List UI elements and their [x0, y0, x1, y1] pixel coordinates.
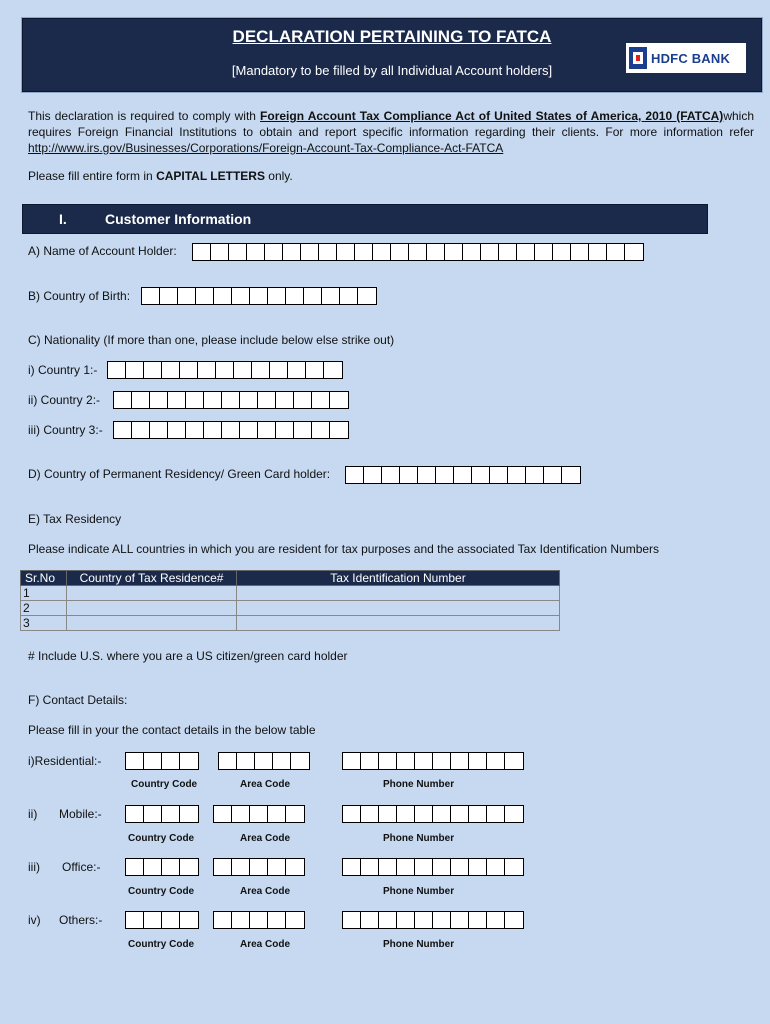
char-box[interactable]: [379, 806, 397, 822]
office-phone-number[interactable]: [342, 858, 524, 876]
section-header-customer-info: [22, 204, 708, 234]
country-2-label: ii) Country 2:-: [28, 393, 101, 407]
country-cell[interactable]: [67, 586, 237, 601]
residential-label: i)Residential:-: [28, 754, 102, 768]
char-box[interactable]: [214, 859, 232, 875]
char-box[interactable]: [180, 362, 198, 378]
char-box[interactable]: [283, 244, 301, 260]
area-code-caption: Area Code: [240, 833, 291, 844]
char-box[interactable]: [237, 753, 255, 769]
char-box[interactable]: [291, 753, 309, 769]
char-box[interactable]: [526, 467, 544, 483]
char-box[interactable]: [343, 912, 361, 928]
char-box[interactable]: [589, 244, 607, 260]
residency-label: D) Country of Permanent Residency/ Green Card holder:: [28, 467, 331, 481]
char-box[interactable]: [144, 753, 162, 769]
char-box[interactable]: [204, 392, 222, 408]
country-code-caption: Country Code: [131, 779, 198, 790]
char-box[interactable]: [232, 288, 250, 304]
country-code-caption: Country Code: [128, 886, 195, 897]
char-box[interactable]: [301, 244, 319, 260]
char-box[interactable]: [132, 392, 150, 408]
bank-logo-text: HDFC BANK: [651, 50, 731, 66]
char-box[interactable]: [232, 806, 250, 822]
row-number: 2: [21, 601, 67, 616]
row-number: 1: [21, 586, 67, 601]
char-box[interactable]: [330, 392, 348, 408]
char-box[interactable]: [265, 244, 283, 260]
section-number: I.: [59, 211, 67, 227]
intro-paragraph: [28, 108, 754, 156]
bank-logo: [626, 43, 746, 73]
char-box[interactable]: [451, 753, 469, 769]
char-box[interactable]: [232, 859, 250, 875]
section-title: Customer Information: [105, 211, 252, 227]
char-box[interactable]: [252, 362, 270, 378]
others-label: Others:-: [59, 913, 103, 927]
country-3-label: iii) Country 3:-: [28, 423, 103, 437]
char-box[interactable]: [178, 288, 196, 304]
char-box[interactable]: [337, 244, 355, 260]
area-code-caption: Area Code: [240, 939, 291, 950]
char-box[interactable]: [162, 806, 180, 822]
char-box[interactable]: [250, 288, 268, 304]
form-title: DECLARATION PERTAINING TO FATCA: [232, 27, 552, 46]
table-row: [21, 586, 560, 601]
char-box[interactable]: [445, 244, 463, 260]
char-box[interactable]: [505, 912, 523, 928]
country-code-caption: Country Code: [128, 833, 195, 844]
char-box[interactable]: [219, 753, 237, 769]
char-box[interactable]: [180, 753, 198, 769]
char-box[interactable]: [286, 912, 304, 928]
country-2-field[interactable]: [113, 391, 349, 409]
char-box[interactable]: [268, 912, 286, 928]
note-text-b: CAPITAL LETTERS: [156, 169, 265, 183]
tin-cell[interactable]: [237, 586, 560, 601]
office-index: iii): [28, 860, 40, 874]
tax-residency-note: Please indicate ALL countries in which you are resident for tax purposes and the associated Tax Identification Numbers: [28, 542, 660, 556]
col-header-tin: Tax Identification Number: [237, 571, 560, 586]
mobile-area-code[interactable]: [213, 805, 305, 823]
char-box[interactable]: [391, 244, 409, 260]
tax-residency-label: E) Tax Residency: [28, 512, 122, 526]
char-box[interactable]: [186, 392, 204, 408]
char-box[interactable]: [306, 362, 324, 378]
phone-number-caption: Phone Number: [383, 779, 455, 790]
capital-letters-note: [28, 168, 754, 184]
char-box[interactable]: [204, 422, 222, 438]
char-box[interactable]: [294, 422, 312, 438]
char-box[interactable]: [276, 392, 294, 408]
char-box[interactable]: [114, 422, 132, 438]
birth-country-field[interactable]: [141, 287, 377, 305]
residency-field[interactable]: [345, 466, 581, 484]
table-row: [21, 601, 560, 616]
char-box[interactable]: [361, 753, 379, 769]
char-box[interactable]: [499, 244, 517, 260]
char-box[interactable]: [625, 244, 643, 260]
char-box[interactable]: [273, 753, 291, 769]
char-box[interactable]: [162, 859, 180, 875]
phone-number-caption: Phone Number: [383, 939, 455, 950]
char-box[interactable]: [312, 422, 330, 438]
char-box[interactable]: [355, 244, 373, 260]
char-box[interactable]: [415, 753, 433, 769]
fatca-act-name: Foreign Account Tax Compliance Act of United States of America, 2010 (FATCA): [260, 109, 724, 123]
char-box[interactable]: [397, 912, 415, 928]
char-box[interactable]: [150, 422, 168, 438]
char-box[interactable]: [343, 753, 361, 769]
nationality-label: C) Nationality (If more than one, please include below else strike out): [28, 333, 395, 347]
intro-text-b: which requires Foreign Financial Institutions to obtain and report specific information regarding their clients. For more information refer: [28, 109, 754, 139]
char-box[interactable]: [487, 912, 505, 928]
char-box[interactable]: [379, 859, 397, 875]
char-box[interactable]: [607, 244, 625, 260]
others-index: iv): [28, 913, 41, 927]
residential-country-code[interactable]: [125, 752, 199, 770]
char-box[interactable]: [400, 467, 418, 483]
contact-details-label: F) Contact Details:: [28, 693, 128, 707]
country-1-field[interactable]: [107, 361, 343, 379]
char-box[interactable]: [276, 422, 294, 438]
char-box[interactable]: [490, 467, 508, 483]
char-box[interactable]: [505, 859, 523, 875]
mobile-country-code[interactable]: [125, 805, 199, 823]
char-box[interactable]: [508, 467, 526, 483]
char-box[interactable]: [250, 859, 268, 875]
char-box[interactable]: [487, 806, 505, 822]
char-box[interactable]: [481, 244, 499, 260]
char-box[interactable]: [340, 288, 358, 304]
tin-cell[interactable]: [237, 601, 560, 616]
char-box[interactable]: [463, 244, 481, 260]
char-box[interactable]: [162, 362, 180, 378]
char-box[interactable]: [346, 467, 364, 483]
birth-country-label: B) Country of Birth:: [28, 289, 131, 303]
table-row: [21, 616, 560, 631]
char-box[interactable]: [162, 912, 180, 928]
char-box[interactable]: [322, 288, 340, 304]
office-country-code[interactable]: [125, 858, 199, 876]
char-box[interactable]: [286, 806, 304, 822]
char-box[interactable]: [487, 753, 505, 769]
char-box[interactable]: [487, 859, 505, 875]
char-box[interactable]: [415, 806, 433, 822]
col-header-country: Country of Tax Residence#: [67, 571, 237, 586]
char-box[interactable]: [433, 806, 451, 822]
char-box[interactable]: [451, 806, 469, 822]
residential-area-code[interactable]: [218, 752, 310, 770]
others-phone-number[interactable]: [342, 911, 524, 929]
char-box[interactable]: [270, 362, 288, 378]
char-box[interactable]: [469, 806, 487, 822]
char-box[interactable]: [343, 859, 361, 875]
char-box[interactable]: [162, 753, 180, 769]
mobile-index: ii): [28, 807, 38, 821]
char-box[interactable]: [126, 362, 144, 378]
char-box[interactable]: [505, 753, 523, 769]
char-box[interactable]: [397, 753, 415, 769]
tax-residency-table: [20, 570, 560, 631]
intro-text-a: This declaration is required to comply with: [28, 109, 261, 123]
char-box[interactable]: [505, 806, 523, 822]
char-box[interactable]: [108, 362, 126, 378]
mobile-label: Mobile:-: [59, 807, 102, 821]
char-box[interactable]: [571, 244, 589, 260]
char-box[interactable]: [126, 859, 144, 875]
char-box[interactable]: [472, 467, 490, 483]
note-text-a: Please fill entire form in: [28, 169, 157, 183]
country-code-caption: Country Code: [128, 939, 195, 950]
char-box[interactable]: [535, 244, 553, 260]
char-box[interactable]: [433, 912, 451, 928]
char-box[interactable]: [180, 912, 198, 928]
char-box[interactable]: [562, 467, 580, 483]
char-box[interactable]: [142, 288, 160, 304]
char-box[interactable]: [186, 422, 204, 438]
char-box[interactable]: [229, 244, 247, 260]
char-box[interactable]: [454, 467, 472, 483]
char-box[interactable]: [361, 806, 379, 822]
char-box[interactable]: [232, 912, 250, 928]
tin-cell[interactable]: [237, 616, 560, 631]
char-box[interactable]: [436, 467, 454, 483]
char-box[interactable]: [427, 244, 445, 260]
phone-number-caption: Phone Number: [383, 833, 455, 844]
include-us-note: # Include U.S. where you are a US citizen/green card holder: [28, 649, 348, 663]
char-box[interactable]: [324, 362, 342, 378]
name-label: A) Name of Account Holder:: [28, 244, 177, 258]
note-text-c: only.: [264, 169, 293, 183]
char-box[interactable]: [294, 392, 312, 408]
char-box[interactable]: [379, 912, 397, 928]
char-box[interactable]: [196, 288, 214, 304]
country-cell[interactable]: [67, 616, 237, 631]
contact-details-note: Please fill in your the contact details in the below table: [28, 723, 316, 737]
col-header-srno: Sr.No: [21, 571, 67, 586]
country-1-label: i) Country 1:-: [28, 363, 98, 377]
country-cell[interactable]: [67, 601, 237, 616]
others-area-code[interactable]: [213, 911, 305, 929]
char-box[interactable]: [214, 912, 232, 928]
char-box[interactable]: [469, 912, 487, 928]
char-box[interactable]: [132, 422, 150, 438]
char-box[interactable]: [343, 806, 361, 822]
char-box[interactable]: [250, 806, 268, 822]
char-box[interactable]: [364, 467, 382, 483]
char-box[interactable]: [222, 422, 240, 438]
char-box[interactable]: [286, 288, 304, 304]
char-box[interactable]: [144, 806, 162, 822]
char-box[interactable]: [240, 422, 258, 438]
char-box[interactable]: [247, 244, 265, 260]
char-box[interactable]: [361, 859, 379, 875]
char-box[interactable]: [126, 753, 144, 769]
area-code-caption: Area Code: [240, 886, 291, 897]
char-box[interactable]: [433, 753, 451, 769]
char-box[interactable]: [373, 244, 391, 260]
char-box[interactable]: [258, 392, 276, 408]
char-box[interactable]: [268, 288, 286, 304]
char-box[interactable]: [240, 392, 258, 408]
char-box[interactable]: [144, 362, 162, 378]
char-box[interactable]: [288, 362, 306, 378]
char-box[interactable]: [198, 362, 216, 378]
office-label: Office:-: [62, 860, 101, 874]
char-box[interactable]: [451, 859, 469, 875]
char-box[interactable]: [418, 467, 436, 483]
char-box[interactable]: [415, 912, 433, 928]
char-box[interactable]: [168, 392, 186, 408]
char-box[interactable]: [211, 244, 229, 260]
mobile-phone-number[interactable]: [342, 805, 524, 823]
char-box[interactable]: [358, 288, 376, 304]
residential-phone-number[interactable]: [342, 752, 524, 770]
form-header: [22, 18, 762, 92]
char-box[interactable]: [222, 392, 240, 408]
row-number: 3: [21, 616, 67, 631]
char-box[interactable]: [319, 244, 337, 260]
country-3-field[interactable]: [113, 421, 349, 439]
char-box[interactable]: [180, 859, 198, 875]
char-box[interactable]: [469, 859, 487, 875]
char-box[interactable]: [214, 288, 232, 304]
char-box[interactable]: [397, 806, 415, 822]
area-code-caption: Area Code: [240, 779, 291, 790]
char-box[interactable]: [517, 244, 535, 260]
char-box[interactable]: [379, 753, 397, 769]
char-box[interactable]: [397, 859, 415, 875]
char-box[interactable]: [234, 362, 252, 378]
char-box[interactable]: [330, 422, 348, 438]
char-box[interactable]: [160, 288, 178, 304]
char-box[interactable]: [451, 912, 469, 928]
char-box[interactable]: [150, 392, 168, 408]
char-box[interactable]: [144, 912, 162, 928]
char-box[interactable]: [258, 422, 276, 438]
bank-logo-icon: [629, 47, 647, 69]
char-box[interactable]: [216, 362, 234, 378]
char-box[interactable]: [180, 806, 198, 822]
char-box[interactable]: [304, 288, 322, 304]
char-box[interactable]: [168, 422, 186, 438]
char-box[interactable]: [250, 912, 268, 928]
char-box[interactable]: [286, 859, 304, 875]
char-box[interactable]: [268, 806, 286, 822]
char-box[interactable]: [433, 859, 451, 875]
name-field[interactable]: [192, 243, 644, 261]
char-box[interactable]: [268, 859, 286, 875]
char-box[interactable]: [126, 806, 144, 822]
char-box[interactable]: [382, 467, 400, 483]
char-box[interactable]: [544, 467, 562, 483]
char-box[interactable]: [553, 244, 571, 260]
char-box[interactable]: [409, 244, 427, 260]
char-box[interactable]: [361, 912, 379, 928]
char-box[interactable]: [114, 392, 132, 408]
form-subtitle: [Mandatory to be filled by all Individual Account holders]: [231, 63, 553, 78]
char-box[interactable]: [469, 753, 487, 769]
char-box[interactable]: [312, 392, 330, 408]
char-box[interactable]: [214, 806, 232, 822]
char-box[interactable]: [126, 912, 144, 928]
office-area-code[interactable]: [213, 858, 305, 876]
char-box[interactable]: [255, 753, 273, 769]
irs-link[interactable]: http://www.irs.gov/Businesses/Corporations/Foreign-Account-Tax-Compliance-Act-FATCA: [28, 141, 504, 155]
char-box[interactable]: [144, 859, 162, 875]
char-box[interactable]: [193, 244, 211, 260]
phone-number-caption: Phone Number: [383, 886, 455, 897]
others-country-code[interactable]: [125, 911, 199, 929]
char-box[interactable]: [415, 859, 433, 875]
